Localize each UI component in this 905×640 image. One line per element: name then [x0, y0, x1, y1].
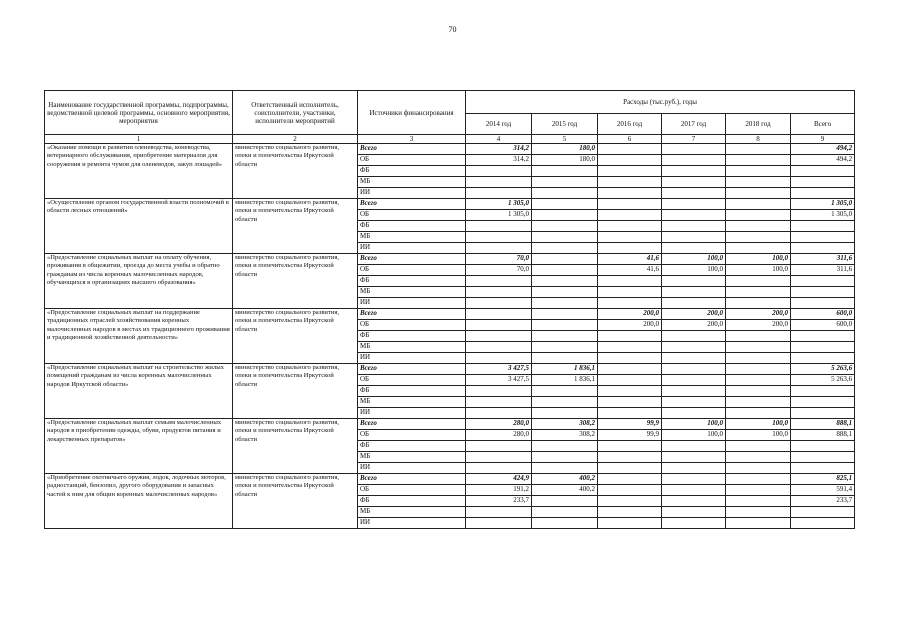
amount-cell [726, 353, 791, 364]
amount-cell [598, 287, 662, 298]
funding-source: ФБ [358, 386, 466, 397]
activity-description: «Оказание помощи в развитии оленеводства, коневодства, ветеринарного обслуживания, приобретение материалов для сооружения и ремонта чумов для оленеводов, закуп лошадей» [45, 144, 233, 199]
table-row [45, 474, 855, 485]
amount-cell: 1 305,0 [466, 199, 532, 210]
amount-cell [598, 364, 662, 375]
amount-cell: 314,2 [466, 155, 532, 166]
amount-cell: 311,6 [791, 265, 855, 276]
amount-cell [726, 463, 791, 474]
amount-cell [662, 397, 726, 408]
amount-cell: 5 263,6 [791, 364, 855, 375]
amount-cell [662, 474, 726, 485]
amount-cell: 180,0 [532, 144, 598, 155]
amount-cell [532, 166, 598, 177]
funding-source: ИИ [358, 463, 466, 474]
amount-cell [726, 408, 791, 419]
amount-cell [726, 474, 791, 485]
amount-cell [598, 144, 662, 155]
executor-cell: министерство социального развития, опеки и попечительства Иркутской области [233, 309, 358, 364]
amount-cell [466, 298, 532, 309]
amount-cell [532, 342, 598, 353]
amount-cell [598, 232, 662, 243]
amount-cell [791, 177, 855, 188]
amount-cell: 3 427,5 [466, 375, 532, 386]
amount-cell [466, 309, 532, 320]
amount-cell [598, 276, 662, 287]
amount-cell [791, 232, 855, 243]
amount-cell: 1 836,1 [532, 364, 598, 375]
amount-cell: 1 305,0 [466, 210, 532, 221]
amount-cell [466, 507, 532, 518]
amount-cell: 591,4 [791, 485, 855, 496]
amount-cell [662, 177, 726, 188]
header-expenses: Расходы (тыс.руб.), годы [466, 91, 855, 114]
column-number: 8 [726, 135, 791, 144]
amount-cell [466, 441, 532, 452]
amount-cell: 99,9 [598, 419, 662, 430]
amount-cell [598, 210, 662, 221]
header-year: Всего [791, 114, 855, 135]
funding-source: Всего [358, 309, 466, 320]
amount-cell [598, 507, 662, 518]
funding-source: ОБ [358, 430, 466, 441]
amount-cell [662, 331, 726, 342]
executor-cell: министерство социального развития, опеки и попечительства Иркутской области [233, 474, 358, 529]
amount-cell [726, 507, 791, 518]
amount-cell: 41,6 [598, 254, 662, 265]
amount-cell: 100,0 [662, 254, 726, 265]
amount-cell [662, 342, 726, 353]
amount-cell [532, 452, 598, 463]
amount-cell: 494,2 [791, 144, 855, 155]
amount-cell [662, 276, 726, 287]
funding-source: ОБ [358, 375, 466, 386]
amount-cell: 3 427,5 [466, 364, 532, 375]
amount-cell: 494,2 [791, 155, 855, 166]
amount-cell [598, 177, 662, 188]
amount-cell [532, 177, 598, 188]
amount-cell: 41,6 [598, 265, 662, 276]
amount-cell [662, 441, 726, 452]
amount-cell [726, 331, 791, 342]
amount-cell [532, 463, 598, 474]
executor-cell: министерство социального развития, опеки и попечительства Иркутской области [233, 199, 358, 254]
funding-source: ФБ [358, 441, 466, 452]
amount-cell [726, 232, 791, 243]
amount-cell [466, 408, 532, 419]
table-row [45, 199, 855, 210]
header-year: 2015 год [532, 114, 598, 135]
amount-cell [662, 463, 726, 474]
amount-cell [466, 232, 532, 243]
amount-cell [791, 441, 855, 452]
funding-source: Всего [358, 199, 466, 210]
amount-cell [466, 463, 532, 474]
amount-cell [726, 452, 791, 463]
header-source: Источники финансирования [358, 91, 466, 135]
amount-cell [791, 188, 855, 199]
amount-cell [466, 188, 532, 199]
amount-cell [726, 364, 791, 375]
amount-cell [791, 221, 855, 232]
amount-cell [791, 166, 855, 177]
amount-cell [532, 221, 598, 232]
column-number: 6 [598, 135, 662, 144]
funding-source: ФБ [358, 166, 466, 177]
amount-cell [598, 386, 662, 397]
amount-cell [662, 452, 726, 463]
amount-cell: 424,9 [466, 474, 532, 485]
funding-source: Всего [358, 254, 466, 265]
amount-cell: 100,0 [726, 254, 791, 265]
funding-source: ИИ [358, 243, 466, 254]
amount-cell [726, 441, 791, 452]
amount-cell: 70,0 [466, 265, 532, 276]
activity-description: «Предоставление социальных выплат на поддержание традиционных отраслей хозяйствования коренных малочисленных народов в местах их традиционного проживания и традиционной хозяйственной деятельности» [45, 309, 233, 364]
activity-description: «Осуществление органом государственной власти полномочий в области лесных отношений» [45, 199, 233, 254]
amount-cell: 888,1 [791, 430, 855, 441]
amount-cell [598, 342, 662, 353]
funding-source: ИИ [358, 518, 466, 529]
amount-cell [726, 144, 791, 155]
amount-cell [532, 507, 598, 518]
amount-cell [598, 155, 662, 166]
amount-cell: 70,0 [466, 254, 532, 265]
amount-cell: 5 263,6 [791, 375, 855, 386]
amount-cell [532, 331, 598, 342]
amount-cell [598, 243, 662, 254]
amount-cell [598, 353, 662, 364]
amount-cell [532, 518, 598, 529]
amount-cell [532, 320, 598, 331]
amount-cell [466, 518, 532, 529]
funding-source: МБ [358, 507, 466, 518]
amount-cell: 100,0 [726, 265, 791, 276]
amount-cell [662, 496, 726, 507]
table-row [45, 309, 855, 320]
amount-cell [791, 353, 855, 364]
amount-cell [662, 485, 726, 496]
amount-cell: 308,2 [532, 419, 598, 430]
amount-cell [662, 210, 726, 221]
amount-cell [791, 287, 855, 298]
table-row [45, 254, 855, 265]
amount-cell [662, 243, 726, 254]
amount-cell [532, 265, 598, 276]
amount-cell [726, 276, 791, 287]
amount-cell: 200,0 [598, 309, 662, 320]
amount-cell [791, 276, 855, 287]
activity-description: «Предоставление социальных выплат семьям малочисленных народов в приобретении одежды, обуви, продуктов питания и лекарственных препаратов» [45, 419, 233, 474]
amount-cell [598, 474, 662, 485]
header-executor: Ответственный исполнитель, соисполнители, участники, исполнители мероприятий [233, 91, 358, 135]
amount-cell [532, 210, 598, 221]
funding-source: Всего [358, 419, 466, 430]
funding-source: ИИ [358, 188, 466, 199]
amount-cell [466, 166, 532, 177]
amount-cell [791, 243, 855, 254]
amount-cell [598, 452, 662, 463]
amount-cell [466, 342, 532, 353]
amount-cell [791, 331, 855, 342]
amount-cell [791, 298, 855, 309]
amount-cell: 400,2 [532, 474, 598, 485]
amount-cell [726, 375, 791, 386]
amount-cell [726, 287, 791, 298]
table-row [45, 364, 855, 375]
amount-cell [466, 331, 532, 342]
amount-cell: 200,0 [662, 309, 726, 320]
funding-source: ОБ [358, 320, 466, 331]
amount-cell [466, 320, 532, 331]
amount-cell [662, 188, 726, 199]
activity-description: «Приобретение охотничьего оружия, лодок, лодочных моторов, радиостанций, бензопил, другого оборудования и запасных частей к ним для общин коренных малочисленных народов» [45, 474, 233, 529]
amount-cell: 100,0 [726, 419, 791, 430]
amount-cell: 200,0 [598, 320, 662, 331]
amount-cell [662, 386, 726, 397]
header-year: 2018 год [726, 114, 791, 135]
column-number: 2 [233, 135, 358, 144]
amount-cell [532, 386, 598, 397]
amount-cell [726, 342, 791, 353]
amount-cell [466, 397, 532, 408]
amount-cell [598, 221, 662, 232]
amount-cell [726, 177, 791, 188]
amount-cell [726, 518, 791, 529]
amount-cell [598, 199, 662, 210]
amount-cell [532, 496, 598, 507]
header-year: 2016 год [598, 114, 662, 135]
header-name: Наименование государственной программы, подпрограммы, ведомственной целевой программы, основного мероприятия, мероприятия [45, 91, 233, 135]
funding-source: ОБ [358, 485, 466, 496]
amount-cell [662, 364, 726, 375]
amount-cell: 308,2 [532, 430, 598, 441]
amount-cell [532, 298, 598, 309]
amount-cell [598, 408, 662, 419]
table-row [45, 144, 855, 155]
amount-cell [532, 188, 598, 199]
column-number: 4 [466, 135, 532, 144]
amount-cell [791, 397, 855, 408]
amount-cell [466, 276, 532, 287]
amount-cell [598, 298, 662, 309]
executor-cell: министерство социального развития, опеки и попечительства Иркутской области [233, 254, 358, 309]
header-year: 2014 год [466, 114, 532, 135]
amount-cell: 600,0 [791, 309, 855, 320]
amount-cell: 100,0 [662, 419, 726, 430]
amount-cell: 280,0 [466, 430, 532, 441]
amount-cell [662, 144, 726, 155]
amount-cell [532, 276, 598, 287]
amount-cell [726, 496, 791, 507]
amount-cell [662, 287, 726, 298]
column-number: 3 [358, 135, 466, 144]
amount-cell [598, 518, 662, 529]
amount-cell [598, 375, 662, 386]
amount-cell [598, 331, 662, 342]
amount-cell [466, 353, 532, 364]
column-number: 9 [791, 135, 855, 144]
executor-cell: министерство социального развития, опеки и попечительства Иркутской области [233, 144, 358, 199]
amount-cell: 311,6 [791, 254, 855, 265]
amount-cell [466, 177, 532, 188]
amount-cell: 191,2 [466, 485, 532, 496]
amount-cell [662, 298, 726, 309]
amount-cell [791, 518, 855, 529]
amount-cell [726, 221, 791, 232]
header-year: 2017 год [662, 114, 726, 135]
amount-cell [662, 221, 726, 232]
expenses-table [44, 90, 855, 529]
activity-description: «Предоставление социальных выплат на оплату обучения, проживания в общежитии, проезда до места учебы и обратно гражданам из числа коренных малочисленных народов, обучающихся в организациях высшего образования» [45, 254, 233, 309]
amount-cell [791, 408, 855, 419]
funding-source: ФБ [358, 331, 466, 342]
amount-cell [726, 199, 791, 210]
amount-cell [598, 166, 662, 177]
amount-cell [726, 210, 791, 221]
amount-cell [662, 199, 726, 210]
amount-cell [598, 397, 662, 408]
funding-source: ФБ [358, 276, 466, 287]
amount-cell [598, 463, 662, 474]
amount-cell: 99,9 [598, 430, 662, 441]
funding-source: ОБ [358, 210, 466, 221]
amount-cell [791, 342, 855, 353]
amount-cell [726, 166, 791, 177]
amount-cell [726, 298, 791, 309]
amount-cell: 100,0 [726, 430, 791, 441]
amount-cell: 1 836,1 [532, 375, 598, 386]
funding-source: ИИ [358, 298, 466, 309]
amount-cell [532, 254, 598, 265]
amount-cell [726, 386, 791, 397]
amount-cell [662, 155, 726, 166]
amount-cell: 400,2 [532, 485, 598, 496]
amount-cell [466, 221, 532, 232]
amount-cell [466, 452, 532, 463]
amount-cell: 200,0 [662, 320, 726, 331]
funding-source: ФБ [358, 496, 466, 507]
funding-source: МБ [358, 342, 466, 353]
amount-cell: 200,0 [726, 309, 791, 320]
amount-cell [532, 287, 598, 298]
activity-description: «Предоставление социальных выплат на строительство жилых помещений гражданам из числа коренных малочисленных народов Иркутской области» [45, 364, 233, 419]
amount-cell [662, 375, 726, 386]
amount-cell [791, 386, 855, 397]
funding-source: МБ [358, 232, 466, 243]
amount-cell [662, 518, 726, 529]
funding-source: ФБ [358, 221, 466, 232]
executor-cell: министерство социального развития, опеки и попечительства Иркутской области [233, 364, 358, 419]
amount-cell [532, 353, 598, 364]
amount-cell [662, 507, 726, 518]
funding-source: ОБ [358, 265, 466, 276]
amount-cell [466, 243, 532, 254]
amount-cell: 1 305,0 [791, 210, 855, 221]
amount-cell: 600,0 [791, 320, 855, 331]
amount-cell [726, 243, 791, 254]
funding-source: ОБ [358, 155, 466, 166]
amount-cell [466, 287, 532, 298]
amount-cell [532, 408, 598, 419]
amount-cell [598, 188, 662, 199]
funding-source: ИИ [358, 408, 466, 419]
funding-source: Всего [358, 144, 466, 155]
amount-cell: 280,0 [466, 419, 532, 430]
funding-source: МБ [358, 397, 466, 408]
amount-cell: 314,2 [466, 144, 532, 155]
amount-cell [532, 243, 598, 254]
amount-cell: 180,0 [532, 155, 598, 166]
amount-cell: 825,1 [791, 474, 855, 485]
amount-cell [726, 188, 791, 199]
column-number: 5 [532, 135, 598, 144]
funding-source: МБ [358, 287, 466, 298]
amount-cell [532, 309, 598, 320]
amount-cell [791, 507, 855, 518]
amount-cell [598, 441, 662, 452]
amount-cell [662, 232, 726, 243]
executor-cell: министерство социального развития, опеки и попечительства Иркутской области [233, 419, 358, 474]
amount-cell [791, 452, 855, 463]
amount-cell: 888,1 [791, 419, 855, 430]
amount-cell [662, 408, 726, 419]
amount-cell [726, 397, 791, 408]
amount-cell [598, 485, 662, 496]
amount-cell [532, 397, 598, 408]
amount-cell [598, 496, 662, 507]
amount-cell: 233,7 [791, 496, 855, 507]
amount-cell [532, 232, 598, 243]
amount-cell [662, 353, 726, 364]
table-row [45, 419, 855, 430]
amount-cell [662, 166, 726, 177]
funding-source: Всего [358, 474, 466, 485]
amount-cell: 233,7 [466, 496, 532, 507]
column-number: 1 [45, 135, 233, 144]
amount-cell [791, 463, 855, 474]
funding-source: ИИ [358, 353, 466, 364]
amount-cell: 100,0 [662, 265, 726, 276]
funding-source: МБ [358, 452, 466, 463]
column-number: 7 [662, 135, 726, 144]
amount-cell [532, 199, 598, 210]
page-number: 70 [448, 25, 457, 34]
amount-cell: 100,0 [662, 430, 726, 441]
amount-cell [726, 485, 791, 496]
amount-cell [466, 386, 532, 397]
funding-source: Всего [358, 364, 466, 375]
funding-source: МБ [358, 177, 466, 188]
amount-cell: 1 305,0 [791, 199, 855, 210]
amount-cell [532, 441, 598, 452]
amount-cell [726, 155, 791, 166]
amount-cell: 200,0 [726, 320, 791, 331]
